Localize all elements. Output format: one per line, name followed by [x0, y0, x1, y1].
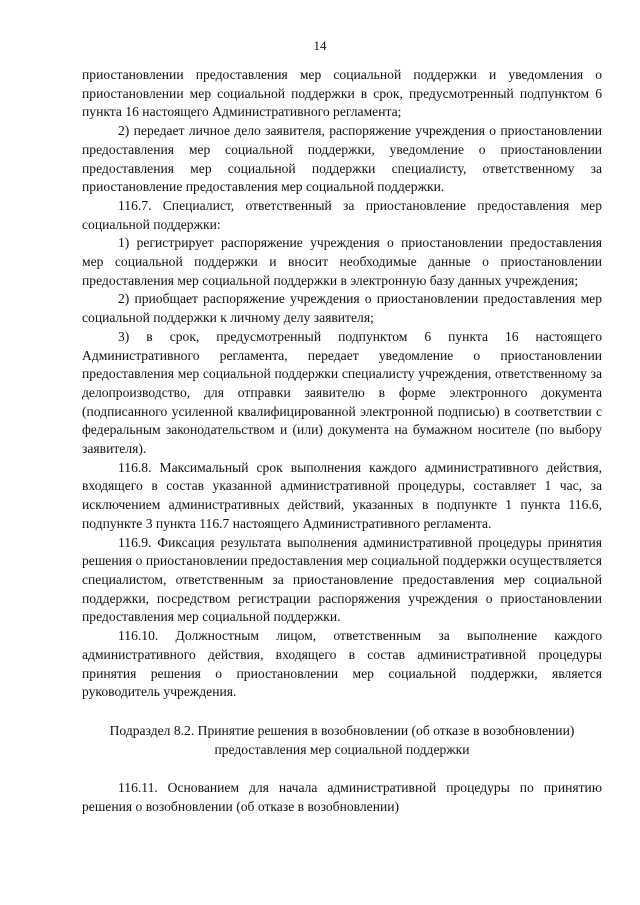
- paragraph: приостановлении предоставления мер социальной поддержки и уведомления о приостановлении мер социальной поддержки в срок, предусмотренный подпунктом 6 пункта 16 настоящего Административного регламента;: [82, 67, 602, 120]
- page-number: 14: [313, 38, 327, 53]
- paragraph: 116.11. Основанием для начала административной процедуры по принятию решения о возобновлении (об отказе в возобновлении): [82, 780, 602, 815]
- paragraph: 116.10. Должностным лицом, ответственным за выполнение каждого административного действия, входящего в состав административной процедуры принятия решения о приостановлении мер социальной поддержки, является руководитель учреждения.: [82, 628, 602, 700]
- paragraph: 116.7. Специалист, ответственный за приостановление предоставления мер социальной поддержки:: [82, 197, 602, 232]
- paragraph: 116.9. Фиксация результата выполнения административной процедуры принятия решения о приостановлении предоставления мер социальной поддержки осуществляется специалистом, ответственным за приостановление предоставления мер социальной поддержки, посредством регистрации распоряжения учреждения о приостановлении предоставления мер социальной поддержки.: [82, 534, 602, 625]
- paragraph: 2) передает личное дело заявителя, распоряжение учреждения о приостановлении предоставления мер социальной поддержки, уведомление о приостановлении предоставления мер социальной поддержки специалисту, ответственному за приостановление предоставления мер социальной поддержки.: [82, 123, 602, 195]
- paragraph: 116.8. Максимальный срок выполнения каждого административного действия, входящего в состав указанной административной процедуры, составляет 1 час, за исключением административных действий, указанных в подпункте 1 пункта 116.6, подпункте 3 пункта 116.7 настоящего Административного регламента.: [82, 459, 602, 531]
- paragraph: 1) регистрирует распоряжение учреждения о приостановлении предоставления мер социальной поддержки и вносит необходимые данные о приостановлении предоставления мер социальной поддержки в электронную базу данных учреждения;: [82, 235, 602, 288]
- document-body: [82, 66, 602, 817]
- paragraph: 2) приобщает распоряжение учреждения о приостановлении предоставления мер социальной поддержки к личному делу заявителя;: [82, 291, 602, 326]
- subsection-heading: Подраздел 8.2. Принятие решения в возобновлении (об отказе в возобновлении) предоставления мер социальной поддержки: [109, 722, 575, 757]
- paragraph: 3) в срок, предусмотренный подпунктом 6 пункта 16 настоящего Административного регламента, передает уведомление о приостановлении предоставления мер социальной поддержки специалисту учреждения, ответственному за делопроизводство, для отправки заявителю в форме электронного документа (подписанного усиленной квалифицированной электронной подписью) в соответствии с федеральным законодательством и (или) документа на бумажном носителе (по выбору заявителя).: [82, 328, 602, 457]
